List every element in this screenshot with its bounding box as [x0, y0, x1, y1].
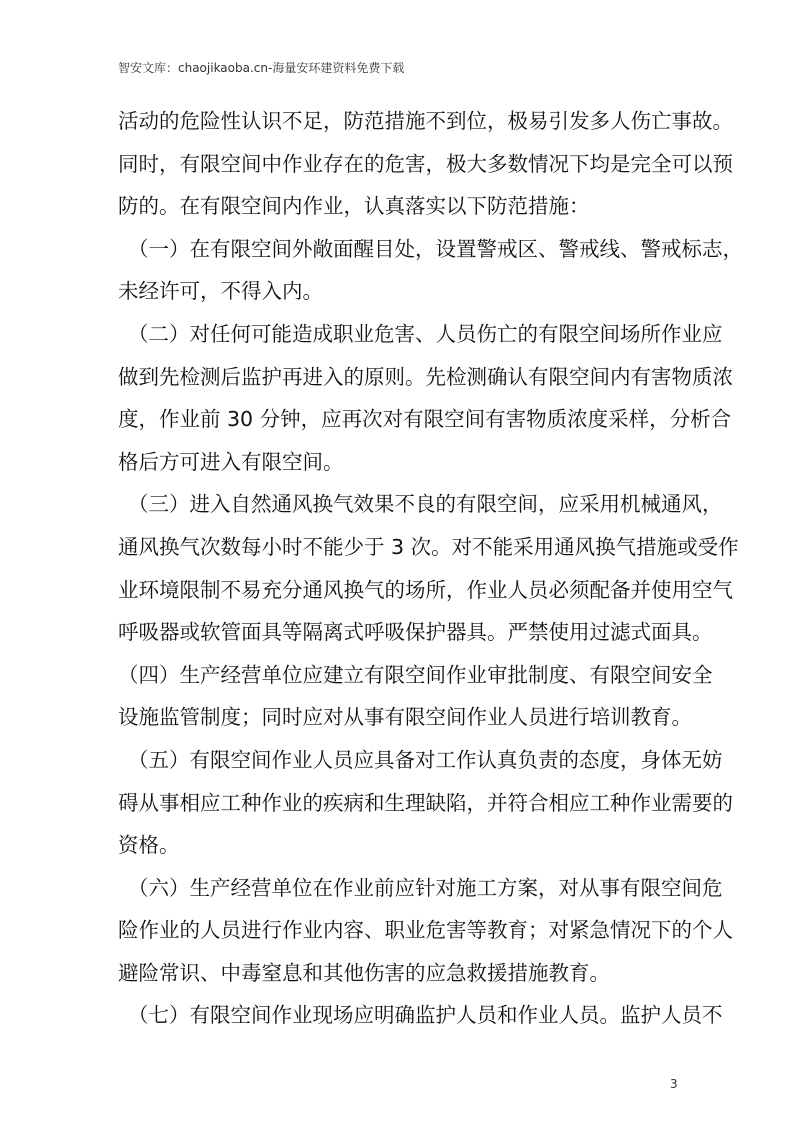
text-line: 险作业的人员进行作业内容、职业危害等教育；对紧急情况下的个人 — [118, 918, 733, 943]
text-line: 通风换气次数每小时不能少于 3 次。对不能采用通风换气措施或受作 — [118, 534, 739, 559]
text-line: （三）进入自然通风换气效果不良的有限空间，应采用机械通风， — [128, 492, 723, 517]
text-line: （一）在有限空间外敞面醒目处，设置警戒区、警戒线、警戒标志， — [128, 236, 743, 261]
text-line: 业环境限制不易充分通风换气的场所，作业人员必须配备并使用空气 — [118, 577, 733, 602]
text-line: 避险常识、中毒窒息和其他伤害的应急救援措施教育。 — [118, 960, 610, 985]
text-line: （二）对任何可能造成职业危害、人员伤亡的有限空间场所作业应 — [128, 321, 723, 346]
document-body — [118, 100, 743, 1037]
text-line: 度，作业前 30 分钟，应再次对有限空间有害物质浓度采样，分析合 — [118, 407, 732, 432]
text-line: 资格。 — [118, 833, 180, 858]
text-line: （四）生产经营单位应建立有限空间作业审批制度、有限空间安全 — [118, 662, 713, 687]
text-line: 碍从事相应工种作业的疾病和生理缺陷，并符合相应工种作业需要的 — [118, 790, 733, 815]
text-line: （五）有限空间作业人员应具备对工作认真负责的态度，身体无妨 — [128, 747, 723, 772]
text-line: 格后方可进入有限空间。 — [118, 449, 344, 474]
text-line: （六）生产经营单位在作业前应针对施工方案，对从事有限空间危 — [128, 875, 723, 900]
text-line: 活动的危险性认识不足，防范措施不到位，极易引发多人伤亡事故。 — [118, 109, 733, 133]
text-line: 呼吸器或软管面具等隔离式呼吸保护器具。严禁使用过滤式面具。 — [118, 620, 713, 645]
text-line: 设施监管制度；同时应对从事有限空间作业人员进行培训教育。 — [118, 705, 692, 730]
text-line: （七）有限空间作业现场应明确监护人员和作业人员。监护人员不 — [128, 1003, 723, 1028]
text-line: 未经许可，不得入内。 — [118, 279, 323, 304]
page-header: 智安文库：chaojikaoba.cn-海量安环建资料免费下载 — [118, 61, 405, 75]
page-number: 3 — [670, 1077, 678, 1091]
text-line: 防的。在有限空间内作业，认真落实以下防范措施： — [118, 194, 590, 219]
text-line: 同时，有限空间中作业存在的危害，极大多数情况下均是完全可以预 — [118, 151, 733, 176]
text-line: 做到先检测后监护再进入的原则。先检测确认有限空间内有害物质浓 — [118, 364, 733, 389]
